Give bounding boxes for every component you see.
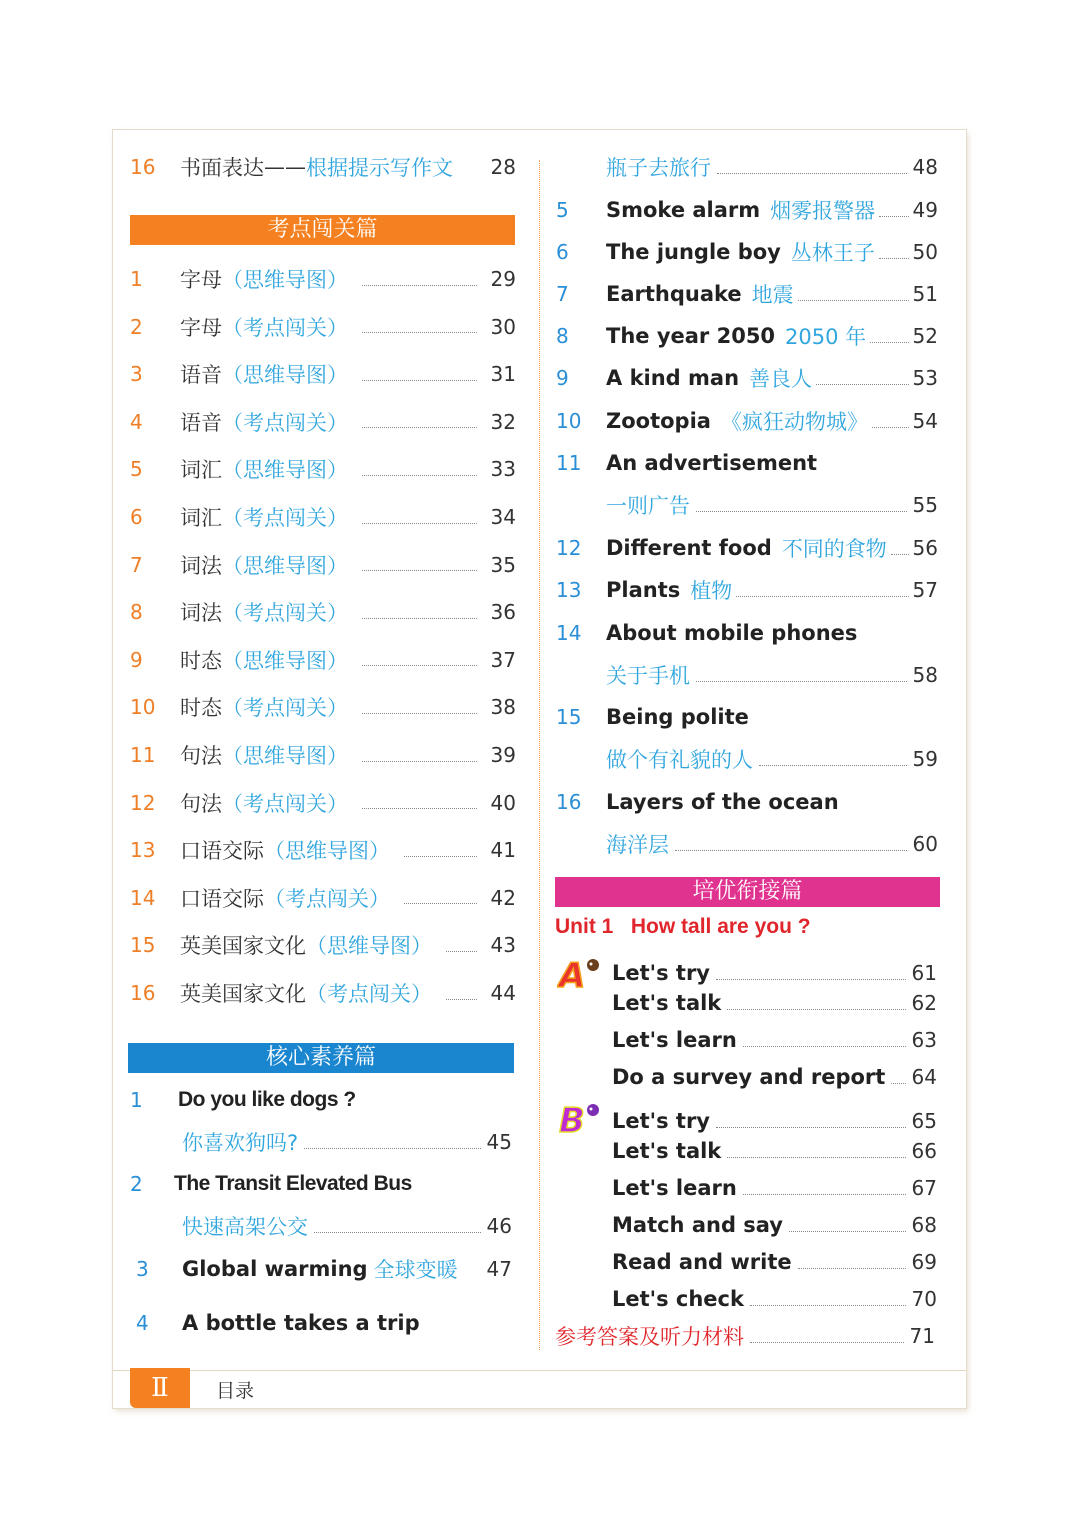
- item-subtitle: （考点闯关）: [222, 601, 348, 626]
- item-topic: 语音: [180, 410, 222, 435]
- toc-item[interactable]: [130, 452, 516, 486]
- item-topic: 词汇: [180, 506, 222, 530]
- item-subtitle: （思维导图）: [264, 839, 390, 864]
- item-topic: 句法: [180, 744, 222, 768]
- leader-dots: [404, 844, 477, 857]
- item-cn-title: 关于手机: [606, 664, 690, 688]
- item-number: 4: [136, 1311, 149, 1335]
- item-en-title: Earthquake: [606, 282, 742, 306]
- item-number: 9: [556, 366, 569, 390]
- item-number: 11: [556, 451, 582, 475]
- item-en-title: Different food: [606, 536, 772, 560]
- leader-dots: [750, 1293, 906, 1306]
- toc-item[interactable]: [130, 500, 516, 534]
- item-page: 30: [490, 314, 516, 339]
- leader-dots: [304, 1136, 480, 1149]
- item-page: 38: [490, 695, 516, 720]
- item-subtitle: （思维导图）: [222, 268, 348, 292]
- leader-dots: [362, 511, 477, 524]
- toc-item-cn[interactable]: [606, 658, 938, 692]
- item-cn-title: 一则广告: [606, 494, 690, 518]
- item-topic: 口语交际: [180, 839, 264, 864]
- toc-item[interactable]: [556, 235, 938, 269]
- toc-item[interactable]: [612, 1208, 937, 1242]
- item-label: Read and write: [612, 1250, 792, 1274]
- leader-dots: [362, 606, 477, 619]
- leader-dots: [750, 1330, 904, 1343]
- part-b-badge-icon: [557, 1100, 601, 1138]
- toc-item-global-warming[interactable]: [136, 1252, 512, 1286]
- leader-dots: [404, 891, 477, 904]
- item-number: 4: [130, 409, 143, 434]
- toc-item-dogs[interactable]: [130, 1083, 516, 1117]
- leader-dots: [736, 584, 908, 597]
- item-cn-title: 善良人: [749, 367, 813, 391]
- item-page: 67: [911, 1176, 937, 1200]
- item-number: 5: [130, 457, 143, 482]
- toc-item[interactable]: [130, 643, 516, 677]
- unit-title: How tall are you ?: [630, 915, 811, 938]
- toc-item-writing[interactable]: [130, 150, 516, 184]
- item-topic: 时态: [180, 648, 222, 673]
- toc-item[interactable]: [556, 531, 938, 565]
- column-divider: [539, 160, 541, 1350]
- section-banner-peiyou: 培优衔接篇: [555, 877, 940, 907]
- toc-item[interactable]: [130, 595, 516, 629]
- toc-item[interactable]: [130, 262, 516, 296]
- toc-item[interactable]: [556, 616, 938, 650]
- item-number: 16: [130, 155, 156, 179]
- item-topic: 英美国家文化: [180, 934, 306, 959]
- item-number: 12: [130, 790, 156, 815]
- item-number: 7: [130, 552, 143, 577]
- item-cn-title: 烟雾报警器: [770, 199, 876, 223]
- item-subtitle: （考点闯关）: [222, 506, 348, 530]
- item-number: 14: [556, 621, 582, 645]
- toc-item[interactable]: [556, 193, 938, 227]
- toc-item[interactable]: [612, 1282, 937, 1316]
- item-number: 2: [130, 1172, 143, 1196]
- item-number: 15: [130, 933, 156, 958]
- leader-dots: [362, 320, 477, 333]
- item-number: 16: [130, 981, 156, 1005]
- item-page: 71: [909, 1324, 935, 1348]
- item-topic: 英美国家文化: [180, 982, 306, 1006]
- unit-heading: [555, 915, 811, 939]
- item-en-title: About mobile phones: [606, 621, 858, 645]
- toc-item[interactable]: [556, 319, 938, 353]
- toc-item-cn[interactable]: [606, 488, 938, 522]
- toc-item[interactable]: [612, 1060, 937, 1094]
- item-topic: 句法: [180, 791, 222, 816]
- item-page: 63: [911, 1028, 937, 1052]
- item-page: 69: [911, 1250, 937, 1274]
- item-number: 3: [136, 1257, 149, 1281]
- leader-dots: [696, 499, 907, 512]
- item-page: 48: [912, 155, 938, 179]
- toc-item-answers[interactable]: [555, 1319, 935, 1353]
- item-cn-title: 瓶子去旅行: [606, 156, 711, 180]
- item-page: 54: [912, 409, 938, 433]
- toc-item[interactable]: [130, 357, 516, 391]
- item-en-title: A bottle takes a trip: [182, 1311, 420, 1335]
- toc-item[interactable]: [556, 700, 938, 734]
- item-en-title: An advertisement: [606, 451, 818, 475]
- item-topic: 字母: [180, 315, 222, 340]
- footer-title: 目录: [216, 1380, 255, 1402]
- item-page: 51: [912, 282, 938, 306]
- item-cn-title: 你喜欢狗吗?: [182, 1131, 299, 1155]
- item-number: 1: [130, 1088, 143, 1112]
- item-number: 9: [130, 647, 143, 672]
- item-topic: 词汇: [180, 458, 222, 483]
- item-cn-title: 植物: [690, 579, 733, 603]
- toc-item-bus[interactable]: [130, 1167, 516, 1201]
- item-page: 42: [490, 885, 516, 910]
- toc-item[interactable]: [612, 986, 937, 1020]
- item-page: 60: [912, 832, 938, 856]
- item-page: 39: [490, 743, 516, 767]
- item-page: 49: [912, 198, 938, 222]
- item-page: 33: [490, 457, 516, 482]
- item-en-title: Zootopia: [606, 409, 711, 433]
- toc-item[interactable]: [556, 404, 938, 438]
- item-subtitle: （思维导图）: [222, 744, 348, 768]
- toc-item[interactable]: [130, 928, 516, 962]
- item-page: 41: [490, 838, 516, 863]
- item-en-title: Plants: [606, 578, 681, 602]
- toc-item[interactable]: [612, 1104, 937, 1138]
- leader-dots: [717, 161, 907, 174]
- leader-dots: [362, 701, 477, 714]
- leader-dots: [362, 463, 477, 476]
- toc-item-bottle[interactable]: [136, 1306, 512, 1340]
- item-page: 44: [490, 981, 516, 1005]
- item-page: 57: [912, 578, 938, 602]
- item-page: 46: [486, 1214, 512, 1238]
- item-en-title: Smoke alarm: [606, 198, 761, 222]
- toc-item-cn[interactable]: [606, 742, 938, 776]
- item-page: 43: [490, 933, 516, 958]
- item-topic: 语音: [180, 363, 222, 388]
- item-page: 58: [912, 663, 938, 687]
- item-subtitle: （考点闯关）: [222, 791, 348, 816]
- item-subtitle: （考点闯关）: [222, 315, 348, 340]
- item-topic: 字母: [180, 268, 222, 292]
- leader-dots: [879, 204, 908, 217]
- item-label: Match and say: [612, 1213, 783, 1237]
- leader-dots: [362, 368, 477, 381]
- item-page: 32: [490, 409, 516, 434]
- item-topic: 口语交际: [180, 886, 264, 911]
- item-page: 45: [486, 1130, 512, 1154]
- item-en-title: The Transit Elevated Bus: [174, 1172, 412, 1195]
- item-cn-title: 地震: [751, 283, 794, 307]
- leader-dots: [870, 330, 908, 343]
- toc-item[interactable]: [130, 976, 516, 1010]
- toc-item[interactable]: [612, 1171, 937, 1205]
- leader-dots: [727, 1145, 905, 1158]
- leader-dots: [716, 967, 906, 980]
- leader-dots: [446, 987, 477, 1000]
- item-en-title: The year 2050: [606, 324, 776, 348]
- toc-item[interactable]: [130, 690, 516, 724]
- leader-dots: [727, 997, 905, 1010]
- leader-dots: [872, 415, 909, 428]
- item-subtitle: （考点闯关）: [222, 696, 348, 721]
- toc-item[interactable]: [130, 405, 516, 439]
- leader-dots: [789, 1219, 906, 1232]
- item-page: 52: [912, 324, 938, 348]
- item-number: 13: [556, 578, 582, 602]
- item-subtitle: （考点闯关）: [264, 886, 390, 911]
- toc-item[interactable]: [556, 446, 938, 480]
- item-page: 65: [911, 1109, 937, 1133]
- svg-text:B: B: [559, 1101, 585, 1138]
- item-page: 37: [490, 647, 516, 672]
- item-label: Let's try: [612, 1109, 710, 1133]
- toc-item[interactable]: [556, 573, 938, 607]
- item-page: 50: [912, 240, 938, 264]
- item-page: 61: [911, 961, 937, 985]
- item-cn-title: 《疯狂动物城》: [720, 410, 868, 434]
- item-page: 62: [911, 991, 937, 1015]
- item-subtitle: （思维导图）: [222, 648, 348, 673]
- item-label: Let's learn: [612, 1176, 737, 1200]
- item-subtitle: （考点闯关）: [222, 410, 348, 435]
- item-label: Let's learn: [612, 1028, 737, 1052]
- item-dash: ——: [264, 155, 306, 179]
- item-number: 12: [556, 536, 582, 560]
- toc-item[interactable]: [556, 277, 938, 311]
- toc-item[interactable]: [130, 738, 516, 772]
- item-number: 5: [556, 198, 569, 222]
- leader-dots: [816, 372, 909, 385]
- toc-item[interactable]: [612, 956, 937, 990]
- part-a-badge-icon: [557, 955, 601, 993]
- item-label: Let's try: [612, 961, 710, 985]
- toc-item[interactable]: [130, 786, 516, 820]
- item-subtitle: （思维导图）: [222, 553, 348, 578]
- toc-item-cn[interactable]: [606, 827, 938, 861]
- leader-dots: [891, 542, 909, 555]
- item-page: 34: [490, 505, 516, 529]
- item-subtitle: （思维导图）: [222, 458, 348, 483]
- item-label: Let's talk: [612, 991, 722, 1015]
- unit-label: Unit 1: [555, 915, 614, 938]
- item-page: 31: [490, 362, 516, 387]
- item-page: 70: [911, 1287, 937, 1311]
- item-number: 10: [556, 409, 582, 433]
- svg-text:A: A: [559, 956, 586, 993]
- item-cn-title: 快速高架公交: [182, 1215, 308, 1239]
- item-en-title: Layers of the ocean: [606, 790, 839, 814]
- item-en-title: Do you like dogs ?: [178, 1088, 356, 1111]
- item-number: 16: [556, 790, 582, 814]
- item-page: 35: [490, 552, 516, 577]
- item-subtitle: （思维导图）: [306, 934, 432, 959]
- toc-item[interactable]: [612, 1023, 937, 1057]
- leader-dots: [362, 749, 477, 762]
- leader-dots: [798, 288, 909, 301]
- leader-dots: [362, 415, 477, 428]
- item-number: 8: [130, 600, 143, 625]
- item-page: 28: [490, 155, 516, 179]
- toc-item-bus-cn[interactable]: [182, 1209, 512, 1243]
- toc-item[interactable]: [556, 785, 938, 819]
- item-number: 11: [130, 743, 156, 767]
- item-page: 56: [912, 536, 938, 560]
- item-cn-title: 不同的食物: [781, 537, 887, 561]
- item-cn-title: 全球变暖: [373, 1258, 458, 1282]
- section-banner-hexin: 核心素养篇: [128, 1043, 514, 1073]
- leader-dots: [446, 939, 477, 952]
- leader-dots: [362, 558, 477, 571]
- toc-item[interactable]: [130, 548, 516, 582]
- item-number: 8: [556, 324, 569, 348]
- leader-dots: [362, 273, 477, 286]
- item-number: 10: [130, 695, 156, 720]
- item-topic: 时态: [180, 696, 222, 721]
- item-label: Do a survey and report: [612, 1065, 886, 1089]
- item-number: 15: [556, 705, 582, 729]
- item-page: 29: [490, 267, 516, 291]
- item-label: Let's talk: [612, 1139, 722, 1163]
- toc-item-dogs-cn[interactable]: [182, 1125, 512, 1159]
- leader-dots: [759, 753, 907, 766]
- item-page: 36: [490, 600, 516, 625]
- item-cn-title: 做个有礼貌的人: [606, 748, 753, 772]
- leader-dots: [696, 669, 907, 682]
- toc-item[interactable]: [130, 881, 516, 915]
- item-cn-title: 海洋层: [606, 833, 669, 857]
- item-page: 59: [912, 747, 938, 771]
- item-cn-title: 2050 年: [785, 325, 867, 349]
- toc-item[interactable]: [130, 833, 516, 867]
- section-banner-kaodian: 考点闯关篇: [130, 215, 515, 245]
- item-title: 参考答案及听力材料: [555, 1325, 744, 1349]
- item-topic: 词法: [180, 553, 222, 578]
- item-number: 2: [130, 314, 143, 339]
- item-en-title: Being polite: [606, 705, 749, 729]
- item-number: 6: [130, 505, 143, 529]
- item-subtitle: 根据提示写作文: [306, 156, 453, 180]
- item-label: Let's check: [612, 1287, 744, 1311]
- item-page: 40: [490, 790, 516, 815]
- item-number: 13: [130, 838, 156, 863]
- item-page: 64: [911, 1065, 937, 1089]
- item-number: 1: [130, 267, 143, 291]
- item-page: 53: [912, 366, 938, 390]
- footer-rule: [113, 1370, 966, 1371]
- leader-dots: [879, 246, 909, 259]
- leader-dots: [743, 1182, 906, 1195]
- toc-item[interactable]: [612, 1245, 937, 1279]
- item-page: 68: [911, 1213, 937, 1237]
- leader-dots: [743, 1034, 906, 1047]
- item-cn-title: 丛林王子: [790, 241, 875, 265]
- item-title: 书面表达: [180, 156, 264, 180]
- item-en-title: A kind man: [606, 366, 740, 390]
- leader-dots: [314, 1220, 481, 1233]
- leader-dots: [675, 838, 907, 851]
- toc-item[interactable]: [556, 361, 938, 395]
- item-number: 3: [130, 362, 143, 387]
- item-number: 7: [556, 282, 569, 306]
- leader-dots: [362, 796, 477, 809]
- item-page: 55: [912, 493, 938, 517]
- toc-item[interactable]: [130, 310, 516, 344]
- item-topic: 词法: [180, 601, 222, 626]
- item-number: 6: [556, 240, 569, 264]
- item-number: 14: [130, 885, 156, 910]
- item-en-title: Global warming: [182, 1257, 368, 1281]
- toc-item-bottle-cn[interactable]: [606, 150, 938, 184]
- toc-item[interactable]: [612, 1134, 937, 1168]
- item-subtitle: （考点闯关）: [306, 982, 432, 1006]
- leader-dots: [891, 1071, 905, 1084]
- item-page: 47: [486, 1257, 512, 1281]
- leader-dots: [716, 1115, 906, 1128]
- item-en-title: The jungle boy: [606, 240, 781, 264]
- leader-dots: [362, 653, 477, 666]
- item-page: 66: [911, 1139, 937, 1163]
- item-subtitle: （思维导图）: [222, 363, 348, 388]
- page-number: Ⅱ: [130, 1368, 190, 1408]
- leader-dots: [798, 1256, 906, 1269]
